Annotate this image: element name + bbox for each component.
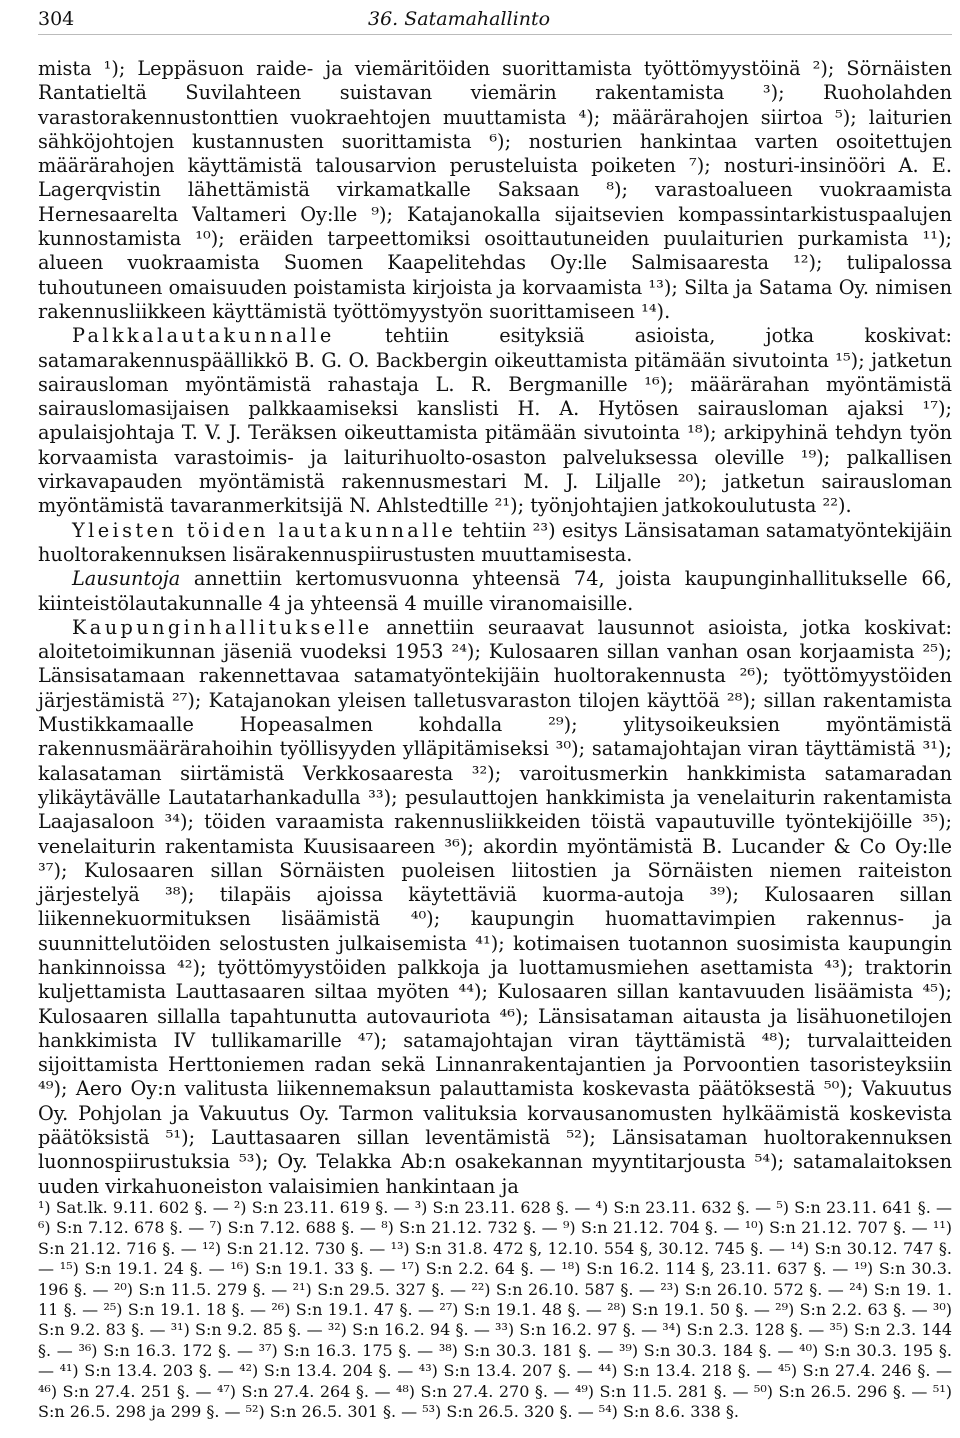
paragraph-3-lead: Yleisten töiden lautakunnalle (72, 518, 457, 542)
paragraph-4 (38, 567, 952, 616)
footnotes (38, 1198, 952, 1422)
running-title: 36. Satamahallinto (368, 8, 551, 30)
paragraph-5-lead: Kaupunginhallitukselle (72, 615, 373, 639)
page-number: 304 (38, 8, 75, 30)
paragraph-2 (38, 324, 952, 518)
paragraph-1 (38, 57, 952, 324)
paragraph-3 (38, 519, 952, 568)
paragraph-5 (38, 616, 952, 1199)
paragraph-2-lead: Palkkalautakunnalle (72, 324, 335, 348)
paragraph-5-text: annettiin seuraavat lausunnot asioista, jotka koskivat: aloitetoimikunnan jäseniä vuodeksi 1953 ²⁴); Kulosaaren sillan vanhan osan korjaamista ²⁵); Länsisatamaan rakennettavaa satamatyöntekijäin huoltorakennusta ²⁶); työttömyystöiden järjestämistä ²⁷); Katajanokan yleisen talletusvaraston tilojen käyttöä ²⁸); sillan rakentamista Mustikkamaalle Hopeasalmen kohdalla ²⁹); ylitysoikeuksien myöntämistä rakennusmäärärahoihin työllisyyden ylläpitämiseksi ³⁰); satamajohtajan viran täyttämistä ³¹); kalasataman siirtämistä Verkkosaaresta ³²); varoitusmerkin hankkimista satamaradan ylikäytävälle Lautatarhankadulla ³³); pesulauttojen hankkimista ja venelaiturin rakentamista Laajasaloon ³⁴); töiden varaamista rakennusliikkeiden töistä vapautuville työntekijöille ³⁵); venelaiturin rakentamista Kuusisaareen ³⁶); akordin myöntämistä B. Lucander & Co Oy:lle ³⁷); Kulosaaren sillan Sörnäisten puoleisen liitostien ja Sörnäisten niemen raiteiston järjestelyä ³⁸); tilapäis ajoissa käytettäviä kuorma-autoja ³⁹); Kulosaaren sillan liikennekuormituksen lisäämistä ⁴⁰); kaupungin huomattavimpien rakennus- ja suunnittelutöiden selostusten julkaisemista ⁴¹); kotimaisen tuotannon suosimista kaupungin hankinnoissa ⁴²); työttömyystöiden palkkoja ja luottamusmiehen asettamista ⁴³); traktorin kuljettamista Lauttasaaren siltaa myöten ⁴⁴); Kulosaaren sillan kantavuuden lisäämista ⁴⁵); Kulosaaren sillalla tapahtunutta autovauriota ⁴⁶); Länsisataman aitausta ja lisähuonetilojen hankkimista IV tullikamarille ⁴⁷); satamajohtajan viran täyttämistä ⁴⁸); turvalaitteiden sijoittamista Herttoniemen radan sekä Linnanrakentajantien ja Porvoontien tasoristeyksiin ⁴⁹); Aero Oy:n valitusta liikennemaksun palauttamista koskevasta päätöksestä ⁵⁰); Vakuutus Oy. Pohjolan ja Vakuutus Oy. Tarmon valituksia korvausanomusten hylkäämistä koskevista päätöksistä ⁵¹); Lauttasaaren sillan leventämistä ⁵²); Länsisataman huoltorakennuksen luonnospiirustuksia ⁵³); Oy. Telakka Ab:n osakekannan myyntitarjousta ⁵⁴); satamalaitoksen uuden virkahuoneiston valaisimien hankintaan ja (38, 615, 952, 1198)
paragraph-4-text: annettiin kertomusvuonna yhteensä 74, joista kaupunginhallitukselle 66, kiinteistölautakunnalle 4 ja yhteensä 4 muille viranomaisille. (38, 567, 952, 615)
page-header (38, 4, 952, 35)
paragraph-4-lead: Lausuntoja (72, 567, 181, 591)
paragraph-3-text: tehtiin ²³) esitys Länsisataman satamatyöntekijäin huoltorakennuksen lisärakennuspiirustusten muuttamisesta. (38, 518, 953, 566)
paragraph-1-text: mista ¹); Leppäsuon raide- ja viemäritöiden suorittamista työttömyystöinä ²); Sörnäisten Rantatieltä Suvilahteen suistavan viemärin rakentamista ³); Ruoholahden varastorakennustonttien vuokraehtojen muuttamista ⁴); määrärahojen siirtoa ⁵); laiturien sähköjohtojen kustannusten suorittamista ⁶); nosturien hankintaa varten osoitettujen määrärahojen käyttämistä talousarvion perusteluista poiketen ⁷); nosturi-insinööri A. E. Lagerqvistin lähettämistä virkamatkalle Saksaan ⁸); varastoalueen vuokraamista Hernesaarelta Valtameri Oy:lle ⁹); Katajanokalla sijaitsevien kompassintarkistuspaalujen kunnostamista ¹⁰); eräiden tarpeettomiksi osoittautuneiden puulaiturien purkamista ¹¹); alueen vuokraamista Suomen Kaapelitehdas Oy:lle Salmisaaresta ¹²); tulipalossa tuhoutuneen omaisuuden poistamista kirjoista ja korvaamista ¹³); Silta ja Satama Oy. nimisen rakennusliikkeen käyttämistä työttömyystyön suorittamiseen ¹⁴). (38, 57, 952, 323)
paragraph-2-text: tehtiin esityksiä asioista, jotka koskivat: satamarakennuspäällikkö B. G. O. Backbergin oikeuttamista pitämään sivutointa ¹⁵); jatketun sairausloman myöntämistä rahastaja L. R. Bergmanille ¹⁶); määrärahan myöntämistä sairauslomasijaisen palkkaamiseksi kanslisti H. A. Hytösen sairausloman ajaksi ¹⁷); apulaisjohtaja T. V. J. Teräksen oikeuttamista pitämään sivutointa ¹⁸); arkipyhinä tehdyn työn korvaamista varastoimis- ja laiturihuolto-osaston palveluksessa oleville ¹⁹); palkallisen virkavapauden myöntämistä rakennusmestari M. J. Liljalle ²⁰); jatketun sairausloman myöntämistä tavaranmerkitsijä N. Ahlstedtille ²¹); työnjohtajien jatkokoulutusta ²²). (38, 324, 952, 518)
body-text (38, 57, 952, 1199)
footnotes-text: ¹) Sat.lk. 9.11. 602 §. — ²) S:n 23.11. 619 §. — ³) S:n 23.11. 628 §. — ⁴) S:n 23.11. 632 §. — ⁵) S:n 23.11. 641 §. — ⁶) S:n 7.12. 678 §. — ⁷) S:n 7.12. 688 §. — ⁸) S:n 21.12. 732 §. — ⁹) S:n 21.12. 704 §. — ¹⁰) S:n 21.12. 707 §. — ¹¹) S:n 21.12. 716 §. — ¹²) S:n 21.12. 730 §. — ¹³) S:n 31.8. 472 §, 12.10. 554 §, 30.12. 745 §. — ¹⁴) S:n 30.12. 747 §. — ¹⁵) S:n 19.1. 24 §. — ¹⁶) S:n 19.1. 33 §. — ¹⁷) S:n 2.2. 64 §. — ¹⁸) S:n 16.2. 114 §, 23.11. 637 §. — ¹⁹) S:n 30.3. 196 §. — ²⁰) S:n 11.5. 279 §. — ²¹) S:n 29.5. 327 §. — ²²) S:n 26.10. 587 §. — ²³) S:n 26.10. 572 §. — ²⁴) S:n 19. 1. 11 §. — ²⁵) S:n 19.1. 18 §. — ²⁶) S:n 19.1. 47 §. — ²⁷) S:n 19.1. 48 §. — ²⁸) S:n 19.1. 50 §. — ²⁹) S:n 2.2. 63 §. — ³⁰) S:n 9.2. 83 §. — ³¹) S:n 9.2. 85 §. — ³²) S:n 16.2. 94 §. — ³³) S:n 16.2. 97 §. — ³⁴) S:n 2.3. 128 §. — ³⁵) S:n 2.3. 144 §. — ³⁶) S:n 16.3. 172 §. — ³⁷) S:n 16.3. 175 §. — ³⁸) S:n 30.3. 181 §. — ³⁹) S:n 30.3. 184 §. — ⁴⁰) S:n 30.3. 195 §. — ⁴¹) S:n 13.4. 203 §. — ⁴²) S:n 13.4. 204 §. — ⁴³) S:n 13.4. 207 §. — ⁴⁴) S:n 13.4. 218 §. — ⁴⁵) S:n 27.4. 246 §. — ⁴⁶) S:n 27.4. 251 §. — ⁴⁷) S:n 27.4. 264 §. — ⁴⁸) S:n 27.4. 270 §. — ⁴⁹) S:n 11.5. 281 §. — ⁵⁰) S:n 26.5. 296 §. — ⁵¹) S:n 26.5. 298 ja 299 §. — ⁵²) S:n 26.5. 301 §. — ⁵³) S:n 26.5. 320 §. — ⁵⁴) S:n 8.6. 338 §. (38, 1198, 952, 1422)
